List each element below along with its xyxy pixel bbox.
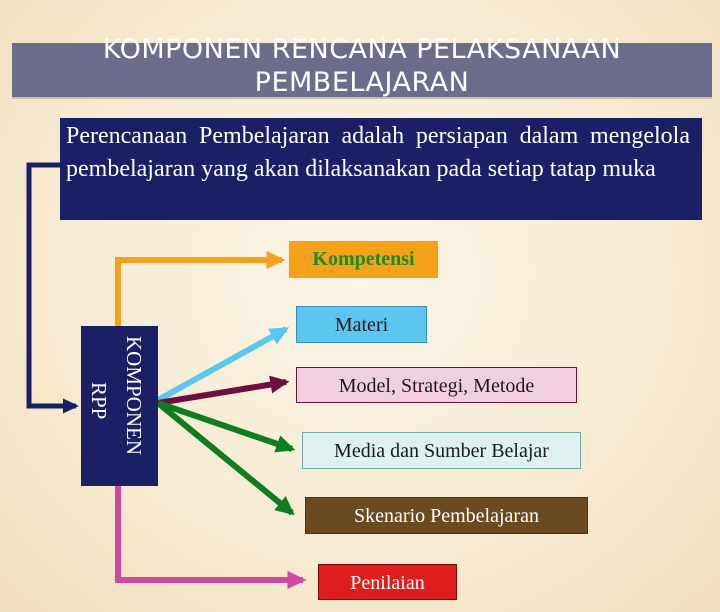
definition-box: Perencanaan Pembelajaran adalah persiapan dalam mengelola pembelajaran yang akan dilaksanakan pada setiap tatap muka (60, 118, 702, 220)
node-penilaian: Penilaian (318, 564, 457, 600)
node-model-strategi-metode: Model, Strategi, Metode (296, 367, 577, 403)
node-materi: Materi (296, 306, 427, 343)
slide-title: KOMPONEN RENCANA PELAKSANAAN PEMBELAJARAN (102, 34, 622, 98)
connector-kompetensi (118, 260, 282, 327)
connector-materi (158, 329, 286, 400)
node-skenario-pembelajaran: Skenario Pembelajaran (305, 497, 588, 534)
rpp-label: RPP (87, 382, 111, 420)
komponen-label: KOMPONEN (122, 336, 146, 456)
node-media-sumber-belajar: Media dan Sumber Belajar (302, 432, 581, 469)
rpp-components-box (81, 326, 158, 486)
connector-media (158, 403, 292, 449)
connector-skenario (158, 403, 292, 513)
node-kompetensi: Kompetensi (289, 241, 438, 278)
